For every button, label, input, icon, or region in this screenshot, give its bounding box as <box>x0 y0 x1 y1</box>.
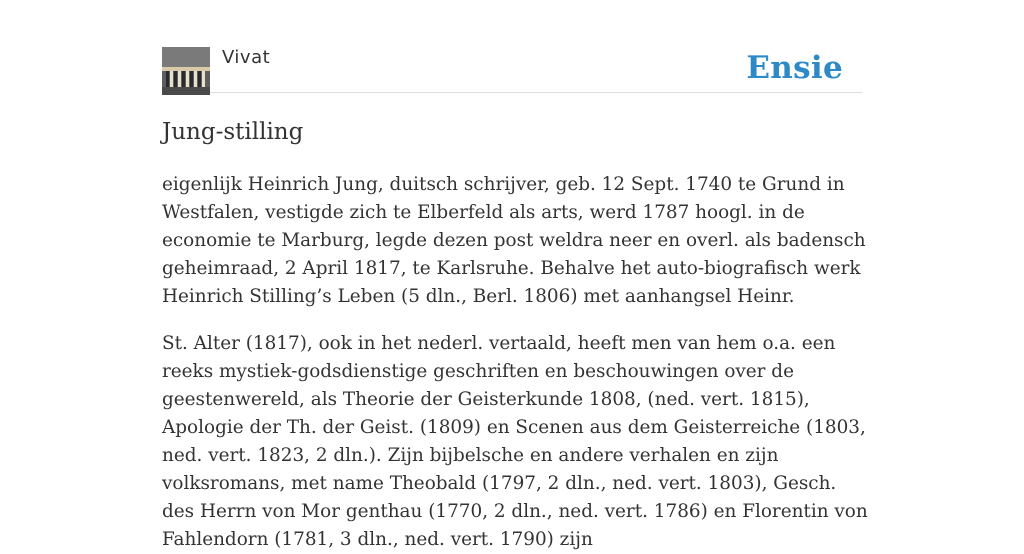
books-image-icon <box>162 47 210 95</box>
article-title: Jung-stilling <box>162 119 304 145</box>
page-container <box>162 0 868 554</box>
article-paragraph-1: eigenlijk Heinrich Jung, duitsch schrijver, geb. 12 Sept. 1740 te Grund in Westfalen, vestigde zich te Elberfeld als arts, werd 1787 hoogl. in de economie te Marburg, legde dezen post weldra neer en overl. als badensch geheimraad, 2 April 1817, te Karlsruhe. Behalve het auto-biografisch werk Heinrich Stilling’s Leben (5 dln., Berl. 1806) met aanhangsel Heinr. <box>162 174 866 307</box>
article-paragraph-2: St. Alter (1817), ook in het nederl. vertaald, heeft men van hem o.a. een reeks mystiek-godsdienstige geschriften en beschouwingen over de geestenwereld, als Theorie der Geisterkunde 1808, (ned. vert. 1815), Apologie der Th. der Geist. (1809) en Scenen aus dem Geisterreiche (1803, ned. vert. 1823, 2 dln.). Zijn bijbelsche en andere verhalen en zijn volksromans, met name Theobald (1797, 2 dln., ned. vert. 1803), Gesch. des Herrn von Mor genthau (1770, 2 dln., ned. vert. 1786) en Florentin von Fahlendorn (1781, 3 dln., ned. vert. 1790) zijn <box>162 333 868 550</box>
author-name[interactable]: Vivat <box>222 47 271 68</box>
ensie-logo[interactable]: Ensie <box>746 50 843 86</box>
avatar[interactable] <box>162 47 210 95</box>
header <box>162 0 862 93</box>
